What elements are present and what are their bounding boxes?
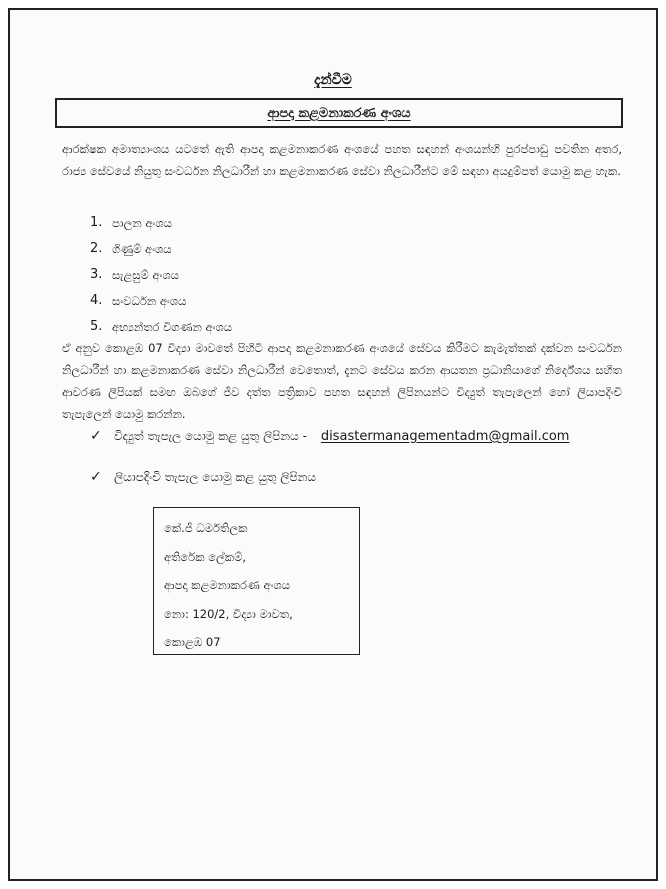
list-item-label: සැළසුම් අංශය [112,268,179,282]
document-page [8,8,658,881]
check-mark-icon: ✓ [90,469,102,485]
address-line: ආපදා කළමනාකරණ අංශය [164,578,291,592]
intro-paragraph: ආරක්ෂක අමාත්‍යාංශය යටතේ ඇති ආපදා කළමනාකරණ අංශයේ පහත සඳහන් අංශයන්හි පුරප්පාඩු පවතින අතර, රාජ්‍ය සේවයේ නියුතු සංවර්ධන නිලධාරීන් හා කළමනාකරණ සේවා නිලධාරීන්ට මේ සඳහා අයදුම්පත් යොමු කළ හැක. [62,142,622,178]
list-item-number: 4. [90,293,103,308]
email-label: විද්‍යුත් තැපැල යොමු කළ යුතු ලිපිනය - [114,428,307,443]
address-line: කොළඹ 07 [164,635,221,649]
list-item [90,210,232,236]
email-link[interactable]: disastermanagementadm@gmail.com [320,428,570,444]
list-item-label: සංවර්ධන අංශය [112,294,187,308]
address-line: නො: 120/2, විද්‍යා මාවත, [164,606,293,621]
sections-list [90,210,232,340]
notice-title-text: දැන්වීම [314,72,352,88]
list-item [90,288,232,314]
address-line: අතිරේක ලේකම්, [164,549,247,564]
list-item-number: 2. [90,241,103,256]
list-item [90,262,232,288]
postal-address-item [90,469,316,485]
notice-title [10,72,656,88]
department-heading: ආපදා කළමනාකරණ අංශය [267,105,411,121]
instructions-paragraph: ඒ අනුව කොළඹ 07 විද්‍යා මාවතේ පිහිටි ආපදා කළමනාකරණ අංශයේ සේවය කිරීමට කැමැත්තක් දක්වන සංවර්ධන නිලධාරීන් හා කළමනාකරණ සේවා නිලධාරීන් වෙතොත්, දැනට සේවය කරන ආයතන ප්‍රධානියාගේ නිර්දේශය සහිත ආවරණ ලිපියක් සමඟ ඔබගේ ජීව දත්ත පත්‍රිකාව පහත සඳහන් ලිපිනයන්ට විද්‍යුත් තැපැලෙන් හෝ ලියාපදිංචි තැපැලෙන් යොමු කරන්න. [62,341,622,421]
address-line: කේ.ජී ධර්මතිලක [164,521,248,535]
list-item-label: පාලන අංශය [112,216,172,230]
check-mark-icon: ✓ [90,428,102,444]
list-item-number: 5. [90,319,103,334]
postal-address-box [153,507,360,655]
list-item-label: ගිණුම් අංශය [112,242,172,256]
list-item-label: අභ්‍යන්තර විගණන අංශය [112,320,233,334]
email-address-item [90,428,569,444]
list-item [90,236,232,262]
department-heading-box [55,98,623,128]
list-item-number: 3. [90,267,103,282]
postal-label: ලියාපදිංචි තැපැල යොමු කළ යුතු ලිපිනය [114,469,316,484]
list-item-number: 1. [90,215,103,230]
